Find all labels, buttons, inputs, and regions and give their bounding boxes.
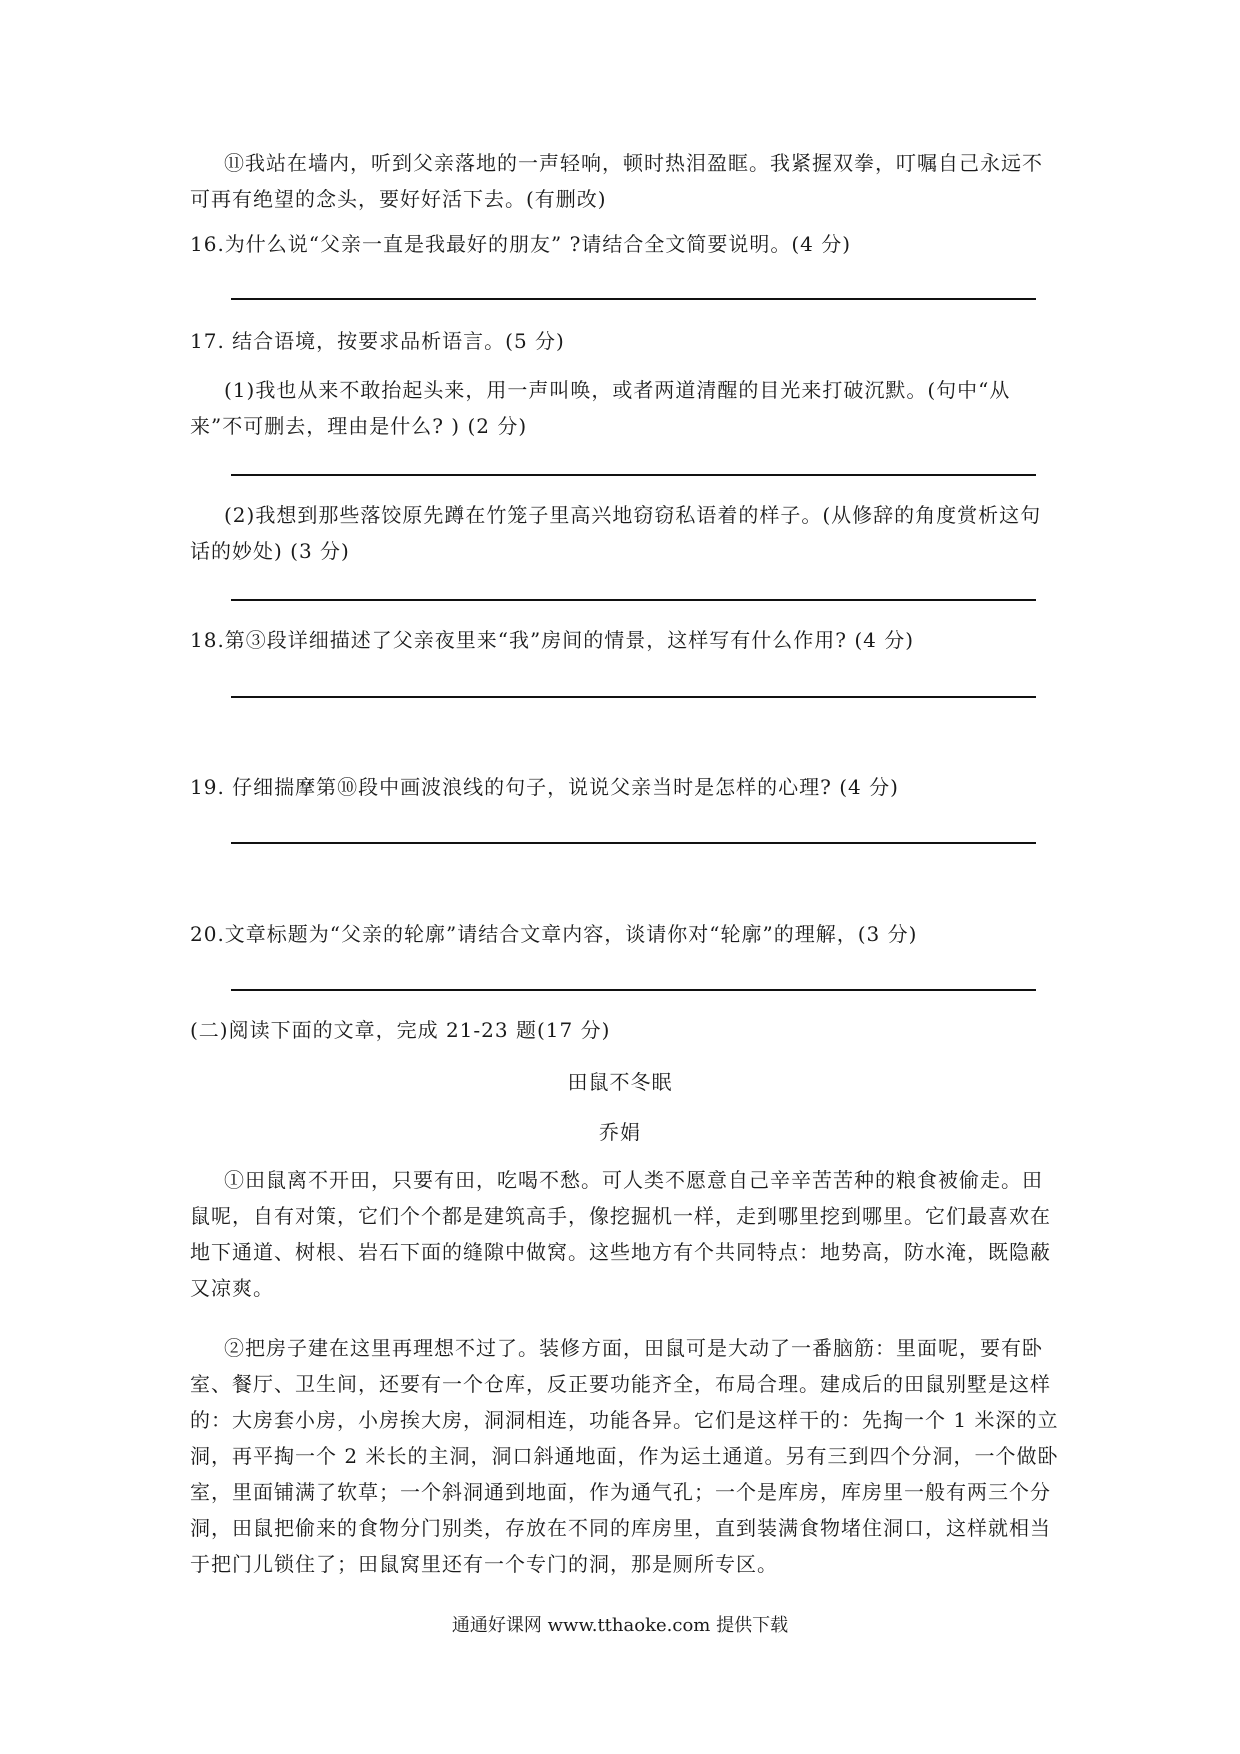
question-17-1: (1)我也从来不敢抬起头来，用一声叫唤，或者两道清醒的目光来打破沉默。(句中“从来”不可删去，理由是什么? ) (2 分) xyxy=(190,378,1011,438)
article-paragraph-1: ①田鼠离不开田，只要有田，吃喝不愁。可人类不愿意自己辛辛苦苦种的粮食被偷走。田鼠呢，自有对策，它们个个都是建筑高手，像挖掘机一样，走到哪里挖到哪里。它们最喜欢在地下通道、树根、岩石下面的缝隙中做窝。这些地方有个共同特点：地势高，防水淹，既隐蔽又凉爽。 xyxy=(190,1168,1051,1300)
article-paragraph-2: ②把房子建在这里再理想不过了。装修方面，田鼠可是大动了一番脑筋：里面呢，要有卧室、餐厅、卫生间，还要有一个仓库，反正要功能齐全，布局合理。建成后的田鼠别墅是这样的：大房套小房，小房挨大房，洞洞相连，功能各异。它们是这样干的：先掏一个 1 米深的立洞，再平掏一个 2 米长的主洞，洞口斜通地面，作为运土通道。另有三到四个分洞，一个做卧室，里面铺满了软草；一个斜洞通到地面，作为通气孔；一个是库房，库房里一般有两三个分洞，田鼠把偷来的食物分门别类，存放在不同的库房里，直到装满食物堵住洞口，这样就相当于把门儿锁住了；田鼠窝里还有一个专门的洞，那是厕所专区。 xyxy=(190,1336,1059,1576)
paragraph-11: ⑪我站在墙内，听到父亲落地的一声轻响，顿时热泪盈眶。我紧握双拳，叮嘱自己永远不可再有绝望的念头，要好好活下去。(有删改) xyxy=(190,151,1043,211)
article-author: 乔娟 xyxy=(599,1120,641,1144)
question-19: 19. 仔细揣摩第⑩段中画波浪线的句子，说说父亲当时是怎样的心理? (4 分) xyxy=(190,775,899,799)
section-heading: (二)阅读下面的文章，完成 21-23 题(17 分) xyxy=(190,1018,611,1042)
question-17-2: (2)我想到那些落饺原先蹲在竹笼子里高兴地窃窃私语着的样子。(从修辞的角度赏析这句话的妙处) (3 分) xyxy=(190,503,1042,563)
question-18: 18.第③段详细描述了父亲夜里来“我”房间的情景，这样写有什么作用? (4 分) xyxy=(190,628,915,652)
question-16: 16.为什么说“父亲一直是我最好的朋友” ?请结合全文简要说明。(4 分) xyxy=(190,232,852,256)
answer-line-20 xyxy=(231,989,1036,991)
answer-line-17-1 xyxy=(231,474,1036,476)
answer-line-18 xyxy=(231,696,1036,698)
answer-line-19 xyxy=(231,842,1036,844)
question-17: 17. 结合语境，按要求品析语言。(5 分) xyxy=(190,329,565,353)
article-title: 田鼠不冬眠 xyxy=(567,1070,673,1094)
page-footer: 通通好课网 www.tthaoke.com 提供下载 xyxy=(451,1615,789,1636)
question-20: 20.文章标题为“父亲的轮廓”请结合文章内容，谈请你对“轮廓”的理解，(3 分) xyxy=(190,922,918,946)
answer-line-16 xyxy=(231,298,1036,300)
answer-line-17-2 xyxy=(231,599,1036,601)
